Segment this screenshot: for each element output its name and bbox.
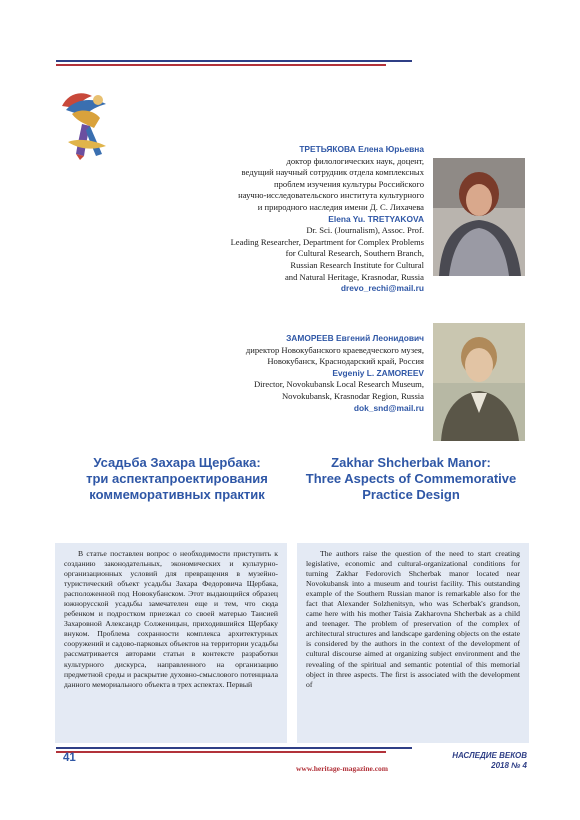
author2-name-ru: ЗАМОРЕЕВ Евгений Леонидович — [286, 333, 424, 343]
top-rule-blue — [56, 60, 412, 62]
author2-photo — [433, 323, 525, 441]
article-title-ru — [66, 455, 288, 503]
title-ru-line: Усадьба Захара Щербака: — [93, 455, 261, 470]
author1-name-en: Elena Yu. TRETYAKOVA — [328, 213, 424, 224]
author2-email-link[interactable]: dok_snd@mail.ru — [353, 402, 424, 413]
abstract-en-text: The authors raise the question of the need to start creating legislative, economic and cultural-organizational conditions for turning Zakhar Fedorovich Shcherbak manor located near Novokubansk into a museum and tourist facility. This outstanding example of the Southern Russian manor is remarkable also for the fact that Alexander Solzhenitsyn, who was Scherbak's grandson, came here with his mother Taisia Zakharovna Shcherbak as a child and teenager. The problem of preservation of the complex of architectural structures and landscape gardening objects on the estate is considered by the authors in the context of the development of cultural discourse aimed at organizing subject environment and the revealing of the spiritual and semantic potential of this memorial object in three aspects. The first is associated with the development of — [306, 549, 520, 689]
title-en-line: Zakhar Shcherbak Manor: — [331, 455, 491, 470]
abstract-ru — [55, 543, 287, 743]
journal-issue: 2018 № 4 — [491, 761, 527, 770]
author1-photo — [433, 158, 525, 276]
author2-affiliation-en-line: Novokubansk, Krasnodar Region, Russia — [281, 390, 424, 401]
author2-name-en: Evgeniy L. ZAMOREEV — [332, 367, 424, 378]
title-en-line: Practice Design — [362, 487, 460, 502]
journal-name — [452, 751, 527, 771]
author1-email-link[interactable]: drevo_rechi@mail.ru — [340, 283, 424, 294]
title-en-line: Three Aspects of Commemorative — [305, 471, 517, 486]
author-block-2 — [124, 333, 424, 414]
author1-affiliation-ru-line: доктор филологических наук, доцент, — [286, 155, 424, 166]
author1-name-ru: ТРЕТЬЯКОВА Елена Юрьевна — [299, 144, 424, 154]
author2-affiliation-ru-line: директор Новокубанского краеведческого музея, — [245, 344, 424, 355]
author2-affiliation-en-line: Director, Novokubansk Local Research Museum, — [253, 379, 424, 390]
author2-affiliation-ru-line: Новокубанск, Краснодарский край, Россия — [267, 356, 424, 367]
author-block-1 — [124, 144, 424, 295]
author1-affiliation-en-line: Russian Research Institute for Cultural — [290, 259, 424, 270]
website-link[interactable]: www.heritage-magazine.com — [296, 764, 389, 773]
bottom-rule-blue — [56, 747, 412, 749]
author1-affiliation-ru-line: проблем изучения культуры Российского — [274, 178, 424, 189]
title-ru-line: три аспектапроектирования — [86, 471, 268, 486]
author1-affiliation-ru-line: научно-исследовательского института культурного — [238, 190, 424, 201]
author1-affiliation-ru-line: ведущий научный сотрудник отдела комплексных — [241, 167, 424, 178]
article-title-en — [300, 455, 522, 503]
title-ru-line: коммеморативных практик — [89, 487, 265, 502]
author1-affiliation-en-line: Dr. Sci. (Journalism), Assoc. Prof. — [306, 225, 424, 236]
journal-title: НАСЛЕДИЕ ВЕКОВ — [452, 751, 527, 760]
author1-affiliation-en-line: and Natural Heritage, Krasnodar, Russia — [284, 271, 424, 282]
bottom-rule-red — [56, 751, 386, 753]
top-rule-red — [56, 64, 386, 66]
author1-affiliation-ru-line: и природного наследия имени Д. С. Лихачева — [257, 201, 424, 212]
abstract-en — [297, 543, 529, 743]
abstract-ru-text: В статье поставлен вопрос о необходимости приступить к созданию законодательных, экономических и культурно-организационных условий для превращения в музейно-туристический объект усадьбы Захара Федоровича Щербака, расположенной под Новокубанском. Этот выдающийся образец южнорусской усадьбы замечателен еще и тем, что сюда ребенком и подростком приезжал со своей матерью Таисией Захаровной Александр Солженицын, приходившийся Щербаку внуком. Проблема сохранности комплекса архитектурных сооружений и садово-парковых объектов на территории усадьбы рассматривается авторами статьи в контексте разработки культурного дискурса, направленного на организацию предметной среды и раскрытие духовно-смыслового потенциала данного мемориального объекта в трех аспектах. Первый — [64, 549, 278, 689]
author1-affiliation-en-line: for Cultural Research, Southern Branch, — [285, 248, 424, 259]
winged-horse-rider-icon — [54, 84, 118, 162]
author1-affiliation-en-line: Leading Researcher, Department for Complex Problems — [230, 236, 424, 247]
page-number: 41 — [63, 752, 76, 764]
